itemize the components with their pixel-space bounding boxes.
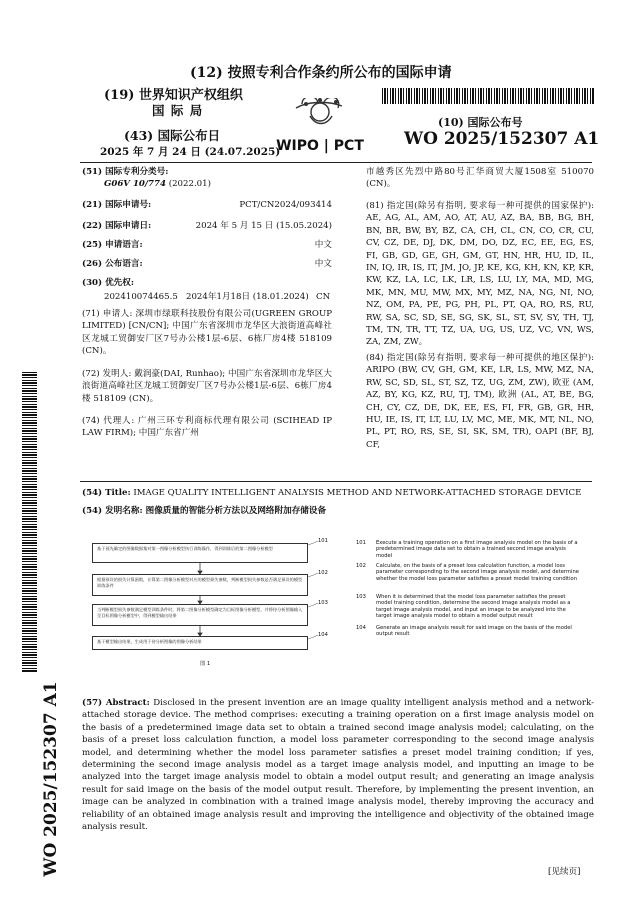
legend-no-104: 104 — [356, 625, 366, 631]
field-74-agent: (74) 代理人: 广州三环专利商标代理有限公司 (SCIHEAD IP LAW FIRM); 中国广东省广州 — [82, 416, 332, 439]
agent-address-continued: 市越秀区先烈中路80号汇华商贸大厦1508室 510070 (CN)。 — [366, 167, 594, 190]
abstract-body: (57) Abstract: Disclosed in the present invention are an image quality intelligent analysis method and a network-attached storage device. The method comprises: executing a training operation on a first image analysis model on the basis of a predetermined image data set to obtain a trained second image analysis model; calculating, on the basis of a preset loss calculation function, a model loss parameter corresponding to the second image analysis model, and determining whether the model loss parameter satisfies a preset model training condition; if yes, determining the second image analysis model as a target image analysis model, and inputting an image to be analyzed into the target image analysis model to obtain a model output result; and generating an image analysis result for said image on the basis of the model output result. Therefore, by implementing the present invention, an image can be analyzed in combination with a trained image analysis model, thereby improving the accuracy and reliability of an obtained image analysis result and improving the intelligence and objectivity of the obtained image analysis result. — [82, 698, 594, 833]
legend-text-102: Calculate, on the basis of a preset loss calculation function, a model loss parameter corresponding to the second image analysis model, and determine whether the model loss parameter satisfies a preset model training condition — [376, 563, 579, 582]
field-26-label: (26) 公布语言: — [82, 259, 143, 269]
field-26-value: 中文 — [314, 259, 332, 269]
barcode — [382, 88, 594, 104]
field-30-label: (30) 优先权: — [82, 278, 135, 288]
ref-104: 104 — [318, 632, 328, 638]
flowchart-step-104: 基于模型输出结果，生成用于待分析图像的图像分析结果 — [92, 636, 308, 650]
ref-101: 101 — [318, 538, 328, 544]
org-name: (19) 世界知识产权组织 — [104, 88, 243, 103]
legend-no-102: 102 — [356, 563, 366, 569]
ref-103: 103 — [318, 600, 328, 606]
field-81-designated-states: (81) 指定国(除另有指明, 要求每一种可提供的国家保护): AE, AG, AL, AM, AO, AT, AU, AZ, BA, BB, BG, BH, BN, BR, BW, BY, BZ, CA, CH, CL, CN, CO, CR, CU, CV, CZ, DE, DJ, DK, DM, DO, DZ, EC, EE, EG, ES, FI, GB, GD, GE, GH, GM, GT, HN, HR, HU, ID, IL, IN, IQ, IR, IS, IT, JM, JO, JP, KE, KG, KH, KN, KP, KR, KW, KZ, LA, LC, LK, LR, LS, LU, LY, MA, MD, MG, MK, MN, MU, MW, MX, MY, MZ, NA, NG, NI, NO, NZ, OM, PA, PE, PG, PH, PL, PT, QA, RO, RS, RU, RW, SA, SC, SD, SE, SG, SK, SL, ST, SV, SY, TH, TJ, TM, TN, TR, TT, TZ, UA, UG, US, UZ, VC, VN, WS, ZA, ZM, ZW。 — [366, 201, 594, 348]
side-pub-number: WO 2025/152307 A1 — [41, 681, 61, 877]
wipo-logo — [266, 98, 374, 154]
field-25-value: 中文 — [314, 240, 332, 250]
legend-no-103: 103 — [356, 594, 366, 600]
priority-number: 202410074465.5 — [104, 292, 178, 302]
field-22-label: (22) 国际申请日: — [82, 221, 152, 231]
svg-text:WIPO | PCT: WIPO | PCT — [276, 138, 364, 154]
pub-no-label: (10) 国际公布号 — [438, 116, 523, 129]
flowchart-step-103: 当判断模型损失参数满足模型训练条件时，将第二图像分析模型确定为目标图像分析模型，并将待分析图像输入至目标图像分析模型中，得到模型输出结果 — [92, 604, 308, 626]
priority-date: 2024年1月18日 (18.01.2024) — [186, 292, 309, 302]
header-divider — [80, 162, 592, 163]
field-51: (51) 国际专利分类号: G06V 10/774 (2022.01) — [82, 167, 211, 190]
flowchart-arrows — [88, 537, 328, 657]
field-21-value: PCT/CN2024/093414 — [239, 200, 332, 210]
title-english: (54) Title: IMAGE QUALITY INTELLIGENT ANALYSIS METHOD AND NETWORK-ATTACHED STORAGE DEVICE — [82, 488, 582, 498]
flowchart-step-101: 基于预先确定的图像数据集对第一图像分析模型执行训练操作，得到训练后的第二图像分析模型 — [92, 543, 308, 563]
legend-text-104: Generate an image analysis result for said image on the basis of the model output result — [376, 625, 572, 638]
title-chinese: (54) 发明名称: 图像质量的智能分析方法以及网络附加存储设备 — [82, 506, 327, 516]
legend-text-101: Execute a training operation on a first image analysis model on the basis of a predetermined image data set to obtain a trained second image analysis model — [376, 540, 578, 559]
field-72-inventor: (72) 发明人: 戴润豪(DAI, Runhao); 中国广东省深圳市龙华区大浪街道高峰社区龙城工贸御安厂区7号办公楼1层-6层、6栋厂房4楼 518109 (CN)。 — [82, 369, 332, 404]
field-22-value: 2024 年 5 月 15 日 (15.05.2024) — [195, 221, 332, 231]
bureau-name: 国 际 局 — [152, 103, 204, 118]
figure-caption: 图 1 — [200, 661, 211, 667]
abstract-divider — [80, 481, 592, 482]
priority-country: CN — [316, 292, 331, 302]
continued-note: [见续页] — [548, 867, 581, 877]
legend-text-103: When it is determined that the model loss parameter satisfies the preset model training condition, determine the second image analysis model as a target image analysis model, and input an image to be analyzed into the target image analysis model to obtain a model output result — [376, 594, 571, 620]
pub-date-label: (43) 国际公布日 — [124, 128, 221, 143]
ref-102: 102 — [318, 570, 328, 576]
document-title: (12) 按照专利合作条约所公布的国际申请 — [190, 65, 452, 81]
flowchart-step-102: 根据预设的损失计算函数，计算第二图像分析模型对应的模型损失参数，判断模型损失参数是否满足预设的模型训练条件 — [92, 574, 308, 596]
pub-date: 2025 年 7 月 24 日 (24.07.2025) — [100, 146, 281, 158]
pub-number: WO 2025/152307 A1 — [404, 129, 600, 149]
field-71-applicant: (71) 申请人: 深圳市绿联科技股份有限公司(UGREEN GROUP LIMITED) [CN/CN]; 中国广东省深圳市龙华区大浪街道高峰社区龙城工贸御安厂区7号办公楼1层-6层、6栋厂房4楼 518109 (CN)。 — [82, 309, 332, 357]
field-84-regional-states: (84) 指定国(除另有指明, 要求每一种可提供的地区保护): ARIPO (BW, CV, GH, GM, KE, LR, LS, MW, MZ, NA, RW, SC, SD, SL, ST, SZ, TZ, UG, ZM, ZW), 欧亚 (AM, AZ, BY, KG, KZ, RU, TJ, TM), 欧洲 (AL, AT, BE, BG, CH, CY, CZ, DE, DK, EE, ES, FI, FR, GB, GR, HR, HU, IE, IS, IT, LT, LU, LV, MC, ME, MK, MT, NL, NO, PL, PT, RO, RS, SE, SI, SK, SM, TR), OAPI (BF, BJ, CF, — [366, 353, 594, 450]
legend-no-101: 101 — [356, 540, 366, 546]
field-21-label: (21) 国际申请号: — [82, 200, 152, 210]
field-25-label: (25) 申请语言: — [82, 240, 143, 250]
side-barcode — [22, 372, 37, 672]
